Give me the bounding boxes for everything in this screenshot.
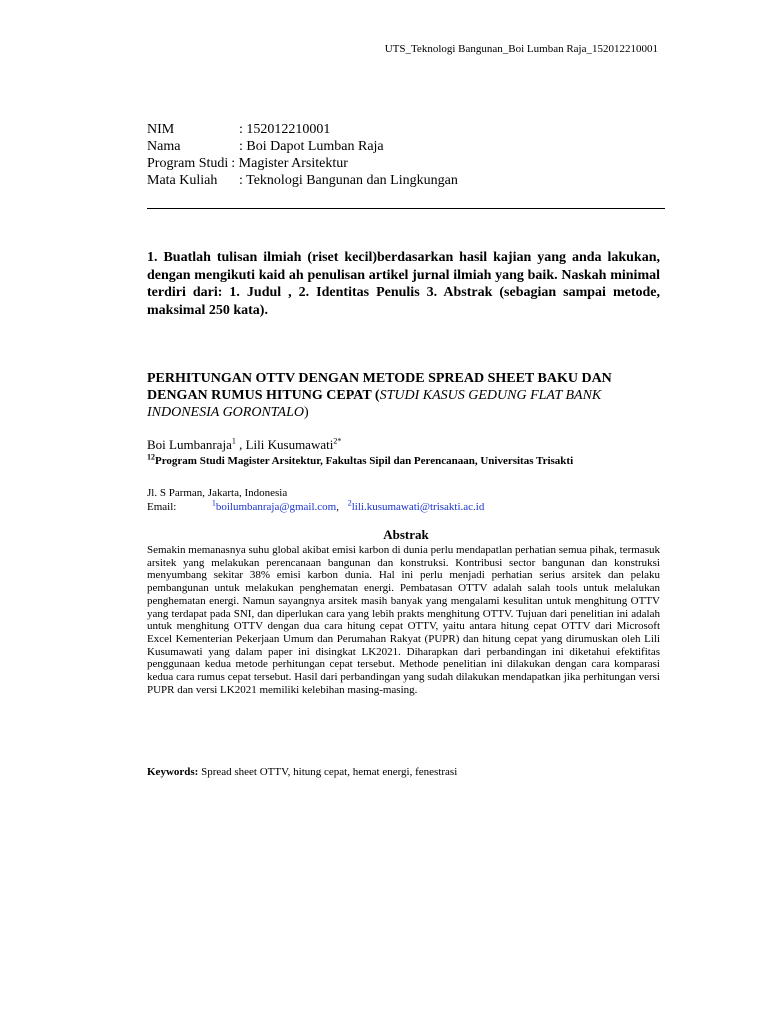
address-block: [147, 486, 484, 514]
author-2: Lili Kusumawati: [245, 437, 334, 452]
email-2-sup: 2: [347, 498, 352, 508]
email-1-link[interactable]: [211, 498, 337, 513]
author-1: Boi Lumbanraja: [147, 437, 232, 452]
affiliation: [147, 452, 574, 467]
title-close: ): [304, 405, 309, 420]
abstract-heading: Abstrak: [383, 527, 429, 542]
running-header: UTS_Teknologi Bangunan_Boi Lumban Raja_152012210001: [384, 43, 658, 55]
email-separator: ,: [336, 501, 339, 513]
affiliation-text: Program Studi Magister Arsitektur, Fakultas Sipil dan Perencanaan, Universitas Trisakti: [155, 455, 574, 467]
nama-value: : Boi Dapot Lumban Raja: [239, 139, 384, 154]
student-identity-block: [147, 121, 458, 189]
assignment-instructions: 1. Buatlah tulisan ilmiah (riset kecil)berdasarkan hasil kajian yang anda lakukan, dengan mengikuti kaid ah penulisan artikel jurnal ilmiah yang baik. Naskah minimal terdiri dari: 1. Judul , 2. Identitas Penulis 3. Abstrak (sebagian sampai metode, maksimal 250 kata).: [147, 250, 660, 318]
nim-label: NIM: [147, 122, 175, 137]
title-main: PERHITUNGAN OTTV DENGAN METODE SPREAD SHEET BAKU DAN DENGAN RUMUS HITUNG CEPAT (: [147, 371, 612, 403]
horizontal-divider: [147, 208, 665, 209]
author-2-sup: 2*: [333, 436, 342, 446]
prodi-label: Program Studi: [147, 156, 229, 171]
matkul-value: : Teknologi Bangunan dan Lingkungan: [239, 173, 458, 188]
email-label: Email:: [147, 501, 177, 513]
email-1: boilumbanraja@gmail.com: [215, 501, 337, 513]
email-2: lili.kusumawati@trisakti.ac.id: [351, 501, 485, 513]
prodi-value: : Magister Arsitektur: [231, 156, 348, 171]
title-italic: STUDI KASUS GEDUNG FLAT BANK INDONESIA GORONTALO: [147, 388, 602, 420]
keywords-line: [147, 766, 457, 778]
email-1-sup: 1: [211, 498, 216, 508]
nama-row: [147, 138, 458, 155]
matkul-label: Mata Kuliah: [147, 173, 218, 188]
article-title: [147, 370, 665, 421]
matkul-row: [147, 172, 458, 189]
author-1-sup: 1: [231, 436, 236, 446]
abstract-body: Semakin memanasnya suhu global akibat emisi karbon di dunia perlu mendapatlan perhatian semua pihak, termasuk arsitek yang melakukan perencanaan bangunan dan konstruksi. Kontribusi sector bangunan dan konstruksi menyumbang sekitar 38% emisi karbon dunia. Hal ini perlu menjadi perhatian serius arsitek dan pelaku pembangunan untuk melakukan penghematan energi. Pembatasan OTTV adalah salah tools untuk melalukan penghematan energi. Namun sayangnya arsitek masih banyak yang mengalami kesulitan untuk menghitung OTTV yang terdapat pada SNI, dan diperlukan cara yang lebih prakts menghitung OTTV. Tujuan dari penelitian ini adalah untuk menghitung OTTV dengan dua cara hitung cepat OTTV, yaitu antara hitung cepat OTTV dari Microsoft Excel Kementerian Pekerjaan Umum dan Perumahan Rakyat (PUPR) dan hitung cepat yang dirumuskan oleh Lili Kusumawati yang dalam paper ini disingkat LK2021. Diharapkan dari perbandingan ini diketahui efektifitas penggunaan kedua metode perhitungan cepat tersebut. Methode penelitian ini dilakukan dengan cara komparasi kedua cara rumus cepat tersebut. Hasil dari perbandingan yang sudah dilakukan mendapatkan jika perhitungan versi PUPR dan versi LK2021 memiliki kelebihan masing-masing.: [147, 544, 660, 696]
prodi-row: [147, 155, 458, 172]
address: Jl. S Parman, Jakarta, Indonesia: [147, 487, 288, 499]
author-line: [147, 437, 341, 453]
email-2-link[interactable]: [347, 498, 485, 513]
keywords-text: Spread sheet OTTV, hitung cepat, hemat energi, fenestrasi: [198, 766, 458, 778]
nim-value: : 152012210001: [239, 122, 331, 137]
affiliation-sup: 12: [147, 452, 155, 462]
author-separator: ,: [235, 437, 246, 452]
email-line: [147, 500, 484, 514]
nama-label: Nama: [147, 139, 181, 154]
keywords-label: Keywords:: [147, 766, 199, 778]
nim-row: [147, 121, 458, 138]
